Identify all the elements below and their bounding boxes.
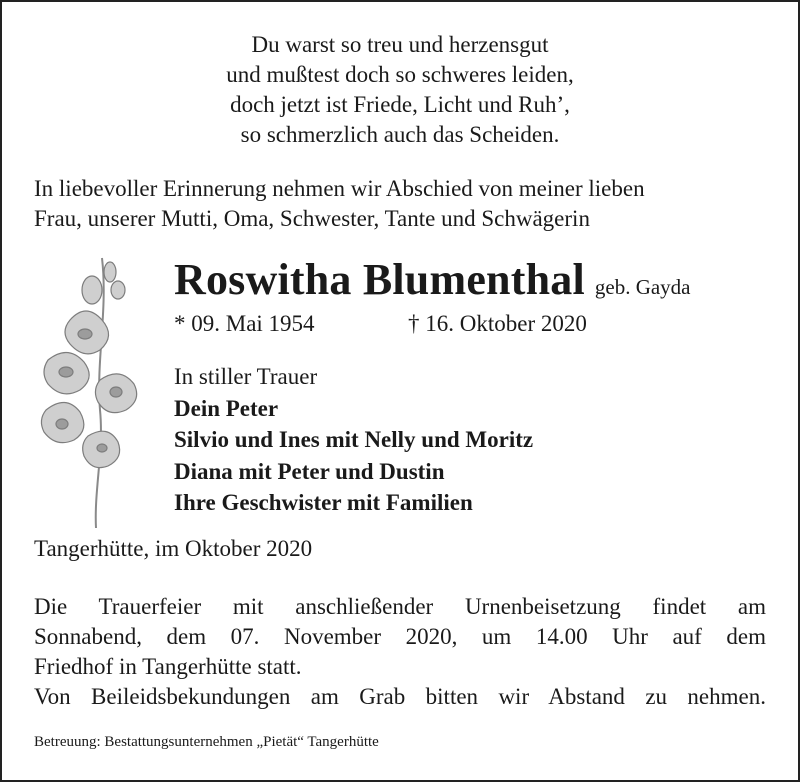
death-date: † 16. Oktober 2020 <box>408 311 587 336</box>
orchid-icon <box>30 250 140 530</box>
poem <box>0 30 800 150</box>
mourner-name: Ihre Geschwister mit Familien <box>174 490 473 515</box>
intro-line: In liebevoller Erinnerung nehmen wir Abschied von meiner lieben <box>34 176 645 201</box>
mourner-name: Silvio und Ines mit Nelly und Moritz <box>174 427 534 452</box>
ceremony-info <box>34 592 766 712</box>
mourner-name: Dein Peter <box>174 395 279 421</box>
life-dates <box>174 311 654 337</box>
ceremony-line: Friedhof in Tangerhütte statt. <box>34 654 302 679</box>
ceremony-line: Von Beileidsbekundungen am Grab bitten wir Abstand zu nehmen. <box>34 684 766 709</box>
mourner-name: Diana mit Peter und Dustin <box>174 458 445 484</box>
maiden-name: geb. Gayda <box>594 275 691 299</box>
deceased-name: Roswitha Blumenthal <box>174 255 585 304</box>
intro-line: Frau, unserer Mutti, Oma, Schwester, Tante und Schwägerin <box>34 206 590 231</box>
poem-line: und mußtest doch so schweres leiden, <box>226 62 574 87</box>
intro-text <box>34 174 774 234</box>
ceremony-line: Sonnabend, dem 07. November 2020, um 14.00 Uhr auf dem <box>34 624 766 649</box>
birth-date: * 09. Mai 1954 <box>174 311 315 336</box>
funeral-home-note: Betreuung: Bestattungsunternehmen „Pietät“ Tangerhütte <box>34 734 379 750</box>
mourners-heading: In stiller Trauer <box>174 364 318 389</box>
ceremony-line: Die Trauerfeier mit anschließender Urnenbeisetzung findet am <box>34 594 766 619</box>
poem-line: doch jetzt ist Friede, Licht und Ruh’, <box>230 92 570 117</box>
deceased-heading <box>174 254 691 305</box>
mourners-block <box>174 361 533 519</box>
poem-line: Du warst so treu und herzensgut <box>251 32 549 57</box>
poem-line: so schmerzlich auch das Scheiden. <box>240 122 560 147</box>
place-date: Tangerhütte, im Oktober 2020 <box>34 536 313 561</box>
